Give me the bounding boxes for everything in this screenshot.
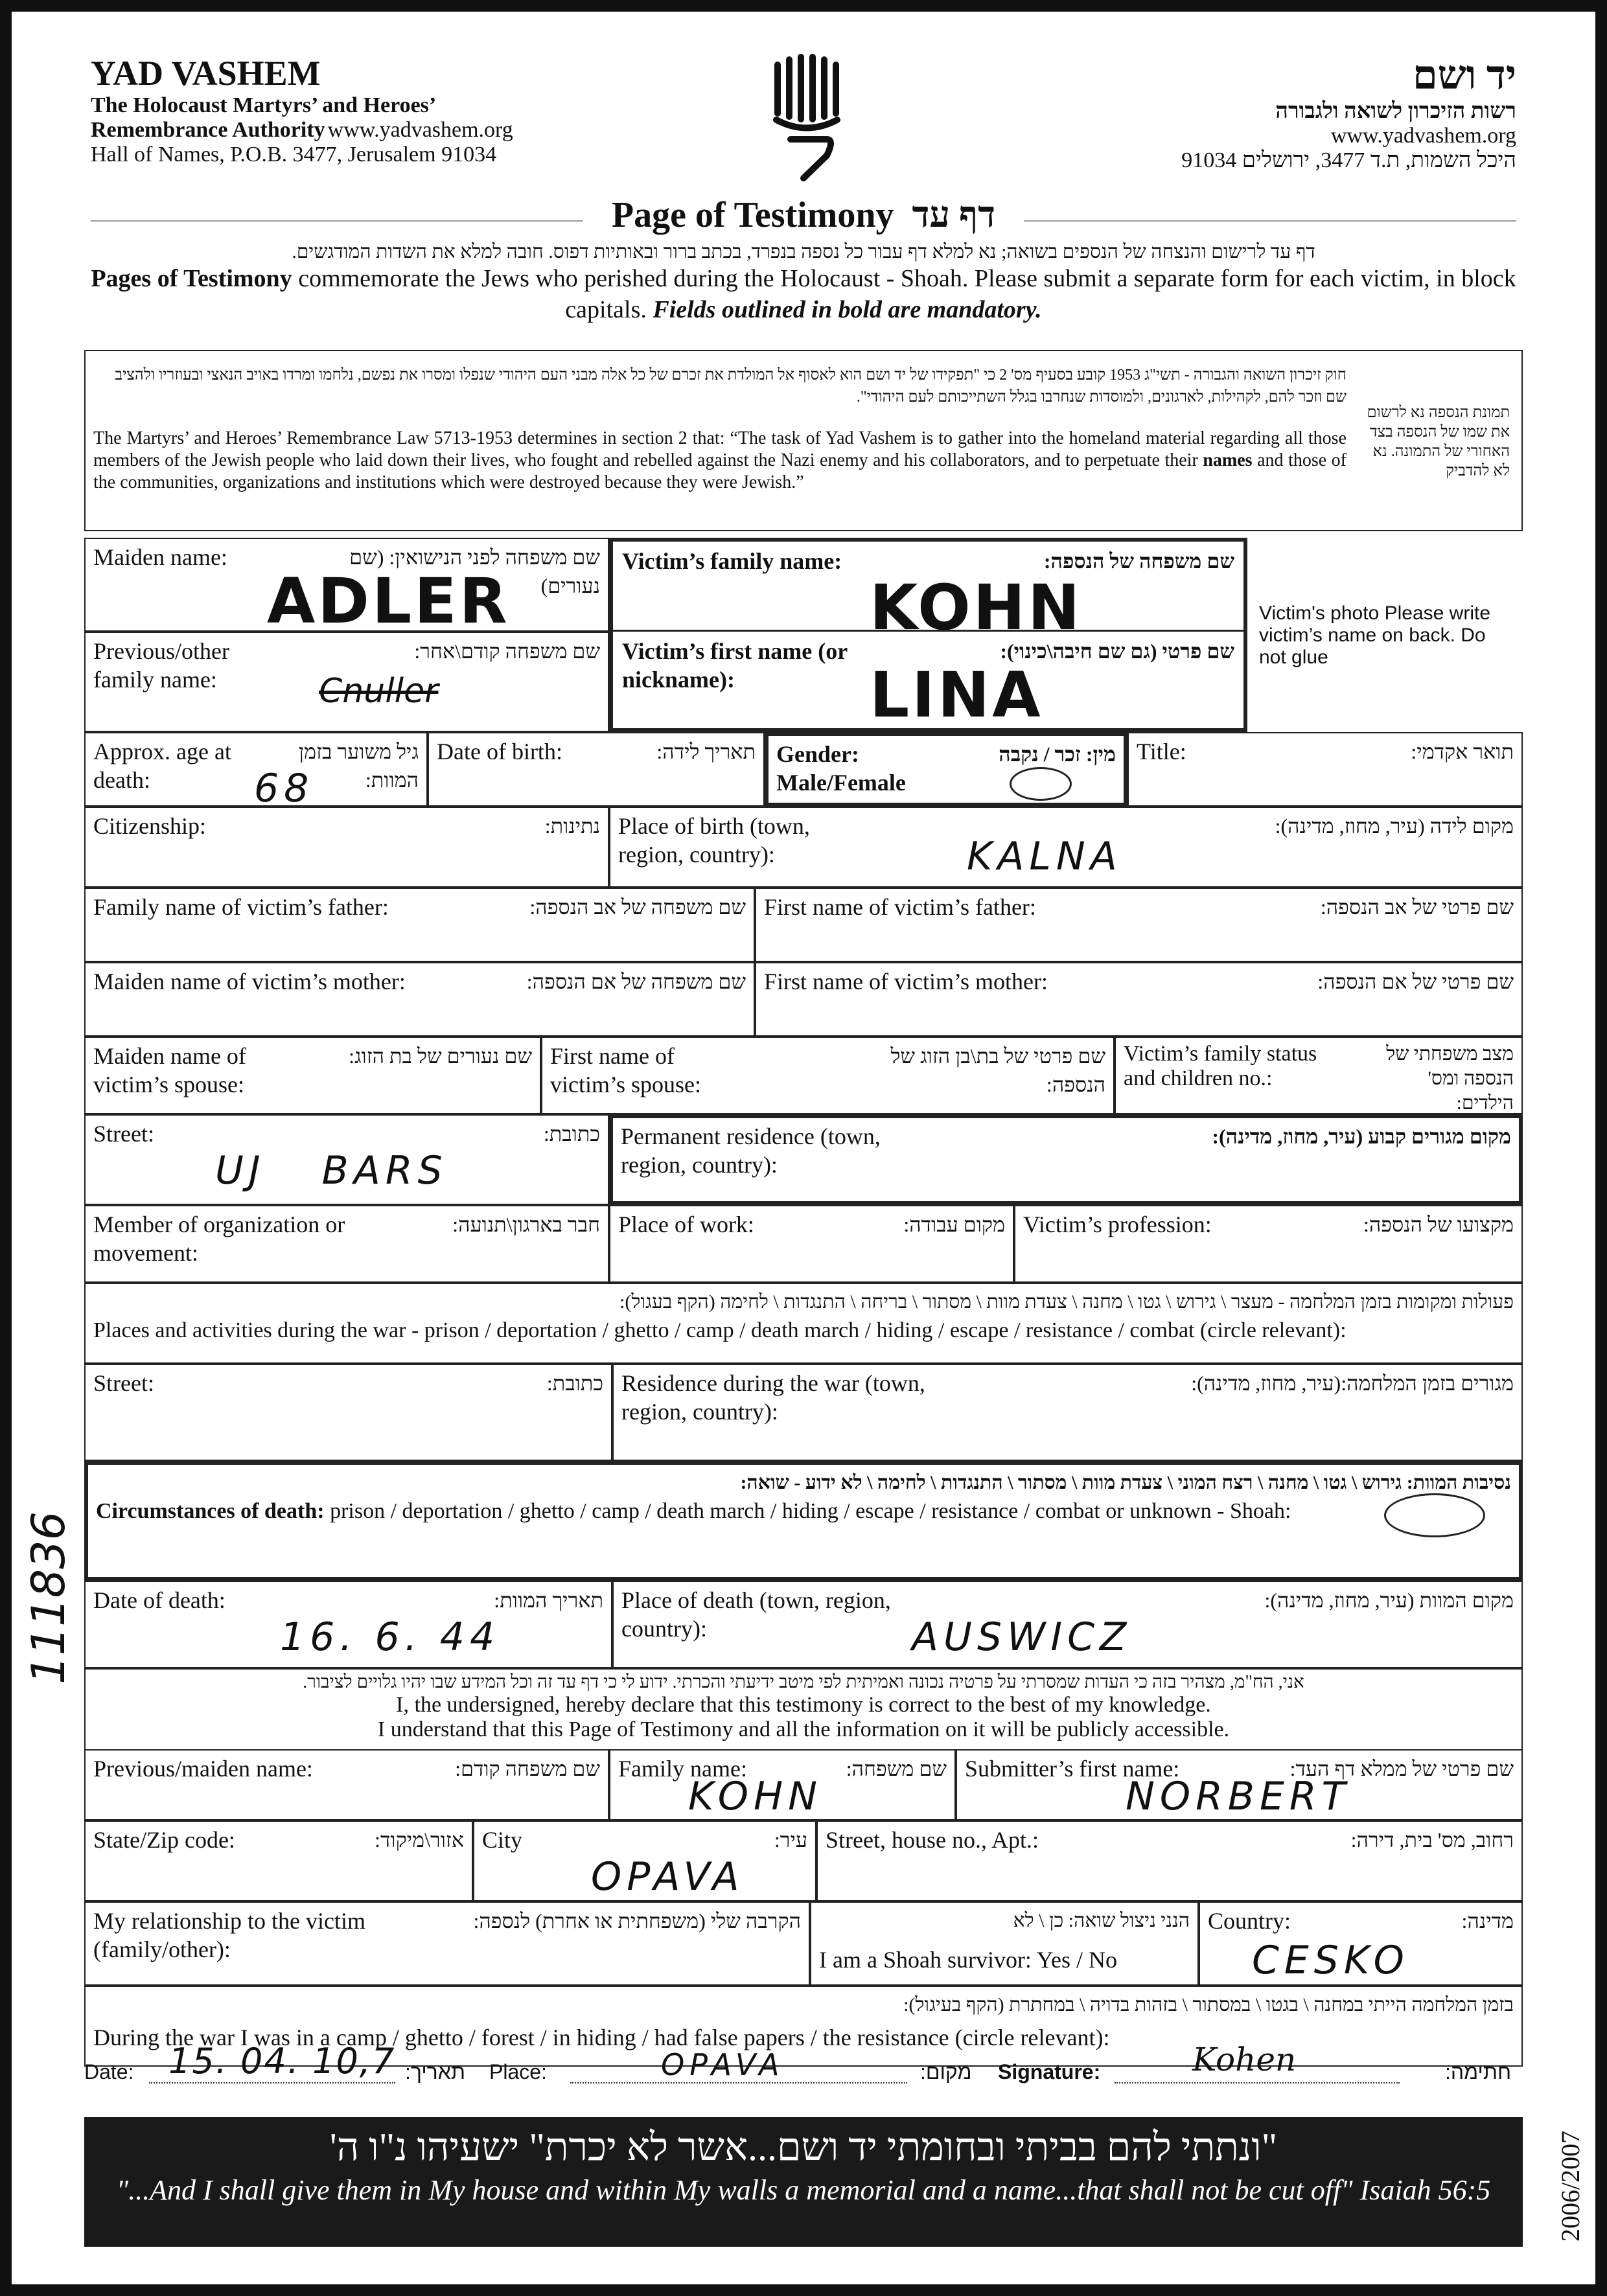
victim-family-name-value: KOHN (870, 571, 1083, 644)
maiden-name-field[interactable]: Maiden name: שם משפחה לפני הנישואין: (שם נעורים) ADLER (84, 538, 609, 632)
father-family-name-field[interactable]: Family name of victim’s father: שם משפחה של אב הנספה: (84, 888, 755, 962)
intro-en: Pages of Testimony commemorate the Jews who perished during the Holocaust - Shoah. Please submit a separate form for each victim, in block capitals. Fields outlined in bold are mandatory. (91, 265, 1516, 323)
mother-first-name-field[interactable]: First name of victim’s mother: שם פרטי של אם הנספה: (755, 962, 1523, 1037)
page-title-he: דף עד (912, 195, 996, 235)
father-first-name-field[interactable]: First name of victim’s father: שם פרטי של אב הנספה: (755, 888, 1523, 962)
circumstances-of-death-field[interactable]: נסיבות המוות: גירוש \ גטו \ מחנה \ רצח המוני \ צעדת מוות \ מסתור \ התנגדות \ לחימה \ לא ידוע - שואה: Circumstances of death: prison / deportation / ghetto / camp / death march / hiding / escape / resistance / combat or unknown - Shoah: (84, 1461, 1523, 1581)
submitter-first-name-field[interactable]: Submitter’s first name: שם פרטי של ממלא דף העד: NORBERT (956, 1749, 1523, 1820)
maiden-name-value: ADLER (267, 565, 510, 637)
profession-field[interactable]: Victim’s profession: מקצועו של הנספה: (1014, 1205, 1523, 1283)
title-field[interactable]: Title: תואר אקדמי: (1127, 732, 1523, 807)
spouse-first-name-field[interactable]: First name of victim’s spouse: שם פרטי של בת\בן הזוג של הנספה: (541, 1037, 1115, 1114)
date-label-he: תאריך: (405, 2060, 465, 2084)
record-number: 111836 (22, 1511, 75, 1684)
signature-value[interactable]: Kohen (1192, 2041, 1297, 2078)
date-of-death-field[interactable]: Date of death: תאריך המוות: 16. 6. 44 (84, 1581, 612, 1668)
photo-area (1247, 538, 1523, 732)
place-of-death-value: AUSWICZ (912, 1614, 1132, 1660)
spouse-maiden-name-field[interactable]: Maiden name of victim’s spouse: שם נעורים של בת הזוג: (84, 1037, 541, 1114)
member-org-field[interactable]: Member of organization or movement: חבר בארגון\תנועה: (84, 1205, 609, 1283)
law-en: The Martyrs’ and Heroes’ Remembrance Law 5713-1953 determines in section 2 that: “The task of Yad Vashem is to gather into the homeland material regarding all those members of the Jewish people who laid down their lives, who fought and rebelled against the Nazi enemy and his collaborators, and to perpetuate their names and those of the communities, organizations and institutions which were destroyed because they were Jewish.” (93, 428, 1347, 492)
org-name: YAD VASHEM (91, 54, 321, 93)
date-line (149, 2082, 395, 2084)
place-label: Place: (489, 2060, 547, 2084)
citizenship-field[interactable]: Citizenship: נתינות: (84, 807, 609, 888)
submitter-family-name-field[interactable]: Family name: שם משפחה: KOHN (609, 1749, 956, 1820)
photo-note-he: תמונת הנספה נא לרשום את שמו של הנספה בצד האחורי של התמונה. נא לא להדביק (1367, 404, 1510, 479)
place-of-birth-value: KALNA (967, 834, 1122, 879)
victim-first-name-value: LINA (870, 659, 1043, 731)
age-field[interactable]: Approx. age at death: גיל משוער בזמן המוות: 68 (84, 732, 428, 807)
intro (91, 241, 1516, 325)
date-value[interactable]: 15. 04. 10,7 (168, 2041, 396, 2082)
date-label: Date: (84, 2060, 134, 2084)
signature-label: Signature: (998, 2060, 1101, 2084)
gender-field[interactable]: Gender: Male/Female מין: זכר / נקבה (765, 732, 1127, 807)
zip-code-field[interactable]: State/Zip code: אזור\מיקוד: (84, 1820, 473, 1901)
place-of-work-field[interactable]: Place of work: מקום עבודה: (609, 1205, 1014, 1283)
war-street-field[interactable]: Street: כתובת: (84, 1364, 612, 1461)
org-subtitle-2: Remembrance Authority (91, 118, 325, 142)
war-activities-field[interactable]: פעולות ומקומות בזמן המלחמה - מעצר \ גירוש \ גטו \ מחנה \ צעדת מוות \ מסתור \ בריחה \ התנגדות \ לחימה (הקף בעגול): Places and activities during the war - prison / deportation / ghetto / camp / death march / hiding / escape / resistance / combat (circle relevant): (84, 1283, 1523, 1364)
law-he: חוק זיכרון השואה והגבורה - תשי"ג 1953 קובע בסעיף מס' 2 כי "תפקידו של יד ושם הוא לאסוף אל המולדת את זכרם של כל אלה מבני העם היהודי שנפלו ומסרו את נפשם, נלחמו ומרדו באויב הנאצי ובעוזריו ולהציב שם וזכר להם, לקהילות, לארגונים, ולמוסדות שנחרבו בגלל השתייכותם לעם היהודי". (115, 367, 1347, 406)
country-field[interactable]: Country: מדינה: CESKO (1199, 1901, 1523, 1986)
street-apt-field[interactable]: Street, house no., Apt.: רחוב, מס' בית, דירה: (816, 1820, 1523, 1901)
gender-female-circle (1010, 767, 1072, 801)
banner-en: "...And I shall give them in My house and within My walls a memorial and a name...that shall not be cut off" Isaiah 56:5 (116, 2174, 1491, 2206)
law-section (84, 350, 1523, 531)
org-name-he: יד ושם (1412, 54, 1516, 98)
mother-maiden-name-field[interactable]: Maiden name of victim’s mother: שם משפחה של אם הנספה: (84, 962, 755, 1037)
place-line (570, 2082, 907, 2084)
country-value: CESKO (1252, 1938, 1409, 1983)
website-he: www.yadvashem.org (1330, 124, 1516, 148)
during-war-field[interactable]: בזמן המלחמה הייתי במחנה \ בגטו \ במסתור \ בזהות בדויה \ במחתרת (הקף בעיגול): During the war I was in a camp / ghetto / forest / in hiding / had false papers / the resistance (circle relevant): (84, 1986, 1523, 2067)
signature-line (1115, 2082, 1400, 2084)
previous-family-name-value: Cnuller (319, 672, 439, 711)
relationship-field[interactable]: My relationship to the victim (family/other): הקרבה שלי (משפחתית או אחרת) לנספה: (84, 1901, 810, 1986)
submitter-first-name-value: NORBERT (1126, 1774, 1351, 1819)
page-title: Page of Testimony דף עד (611, 195, 996, 235)
isaiah-banner (84, 2117, 1523, 2247)
org-subtitle-1: The Holocaust Martyrs’ and Heroes’ (91, 93, 437, 117)
website: www.yadvashem.org (327, 118, 513, 142)
street-field[interactable]: Street: כתובת: UJ BARS (84, 1114, 609, 1205)
signature-label-he: חתימה: (1445, 2060, 1511, 2084)
age-value: 68 (254, 766, 314, 811)
org-subtitle-he: רשות הזיכרון לשואה ולגבורה (1275, 99, 1516, 123)
photo-note-en: Victim's photo Please write victim’s name on back. Do not glue (1259, 603, 1490, 668)
family-status-field[interactable]: Victim’s family status and children no.: מצב משפחתי של הנספה ומס' הילדים: (1115, 1037, 1523, 1114)
header-english (91, 53, 513, 167)
address-he: היכל השמות, ת.ד 3477, ירושלים 91034 (1181, 148, 1516, 172)
street-value: UJ BARS (215, 1148, 448, 1193)
place-value[interactable]: OPAVA (661, 2047, 785, 2082)
victim-family-name-field[interactable]: Victim’s family name: שם משפחה של הנספה: KOHN (622, 548, 1234, 644)
year-stamp: 2006/2007 (1556, 2130, 1585, 2242)
submitter-previous-name-field[interactable]: Previous/maiden name: שם משפחה קודם: (84, 1749, 609, 1820)
date-of-death-value: 16. 6. 44 (280, 1614, 500, 1660)
address: Hall of Names, P.O.B. 3477, Jerusalem 91034 (91, 143, 497, 166)
war-residence-field[interactable]: Residence during the war (town, region, country): מגורים בזמן המלחמה:(עיר, מחוז, מדינה): (612, 1364, 1523, 1461)
year-stamp-holder (1555, 2086, 1594, 2255)
place-label-he: מקום: (920, 2060, 972, 2084)
place-of-birth-field[interactable]: Place of birth (town, region, country): מקום לידה (עיר, מחוז, מדינה): KALNA (609, 807, 1523, 888)
previous-family-name-field[interactable]: Previous/other family name: שם משפחה קודם\אחר: Cnuller (84, 632, 609, 732)
permanent-residence-field[interactable]: Permanent residence (town, region, country): מקום מגורים קבוע (עיר, מחוז, מדינה): (609, 1114, 1523, 1205)
place-of-death-field[interactable]: Place of death (town, region, country): מקום המוות (עיר, מחוז, מדינה): AUSWICZ (612, 1581, 1523, 1668)
declaration: אני, הח"מ, מצהיר בזה כי העדות שמסרתי על פרטיה נכונה ואמיתית לפי מיטב ידיעתי והכרתי. ידוע לי כי דף עד זה וכל המידע שבו יהיו גלויים לציבור. I, the undersigned, hereby declare that this testimony is correct to the best of my knowledge. I understand that this Page of Testimony and all the information on it will be publicly accessible. (84, 1668, 1523, 1749)
shoah-circle (1384, 1493, 1485, 1537)
header-hebrew (1181, 53, 1516, 173)
yad-vashem-logo-icon (765, 52, 849, 181)
banner-he: "ונתתי להם בביתי ובחומתי יד ושם...אשר לא יכרת" ישעיהו נ"ו ה' (329, 2126, 1278, 2168)
city-value: OPAVA (591, 1854, 745, 1900)
city-field[interactable]: City עיר: OPAVA (473, 1820, 816, 1901)
intro-he: דף עד לרישום והנצחה של הנספים בשואה; נא למלא דף עבור כל נספה בנפרד, בכתב ברור ובאותיות דפוס. חובה למלא את השדות המודגשים. (292, 241, 1315, 262)
victim-first-name-field[interactable]: Victim’s first name (or nickname): שם פרטי (גם שם חיבה\כינוי): LINA (622, 638, 1234, 731)
submitter-family-name-value: KOHN (688, 1774, 822, 1819)
date-of-birth-field[interactable]: Date of birth: תאריך לידה: (428, 732, 765, 807)
survivor-field[interactable]: הנני ניצול שואה: כן \ לא I am a Shoah survivor: Yes / No (810, 1901, 1199, 1986)
